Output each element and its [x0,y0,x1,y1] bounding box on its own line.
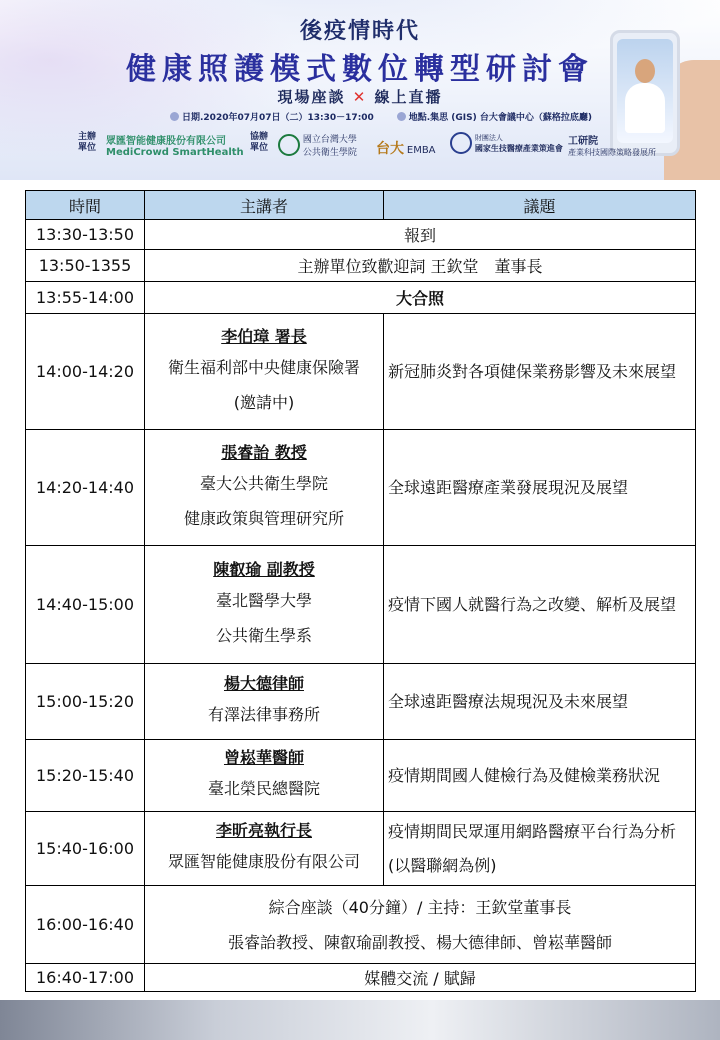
banner-subtitle: 後疫情時代 [299,19,420,44]
panel-title: 綜合座談（40分鐘）/ 主持：王欽堂董事長 [268,897,572,917]
speaker-name: 李昕亮執行長 [215,821,312,840]
date-info: 日期.2020年07月07日（二）13:30－17:00 [170,113,374,123]
location-icon [397,112,406,121]
schedule-table [25,190,696,992]
speaker-name: 曾崧華醫師 [223,748,304,767]
organizer-role: 主辦單位 [78,132,97,153]
speaker-cell [145,546,384,664]
topic-cell: 新冠肺炎對各項健保業務影響及未來展望 [384,314,696,430]
speaker-org: 臺北醫學大學 [215,590,312,610]
row-event: 主辦單位致歡迎詞 王欽堂 董事長 [145,250,696,282]
speaker-org: 眾匯智能健康股份有限公司 [167,852,360,871]
table-row [26,886,696,964]
row-time: 14:20-14:40 [26,430,145,546]
table-header [26,191,696,220]
table-row [26,664,696,740]
speaker-name: 楊大德律師 [223,674,304,693]
ntu-logo: 國立台灣大學公共衛生學院 [278,132,361,158]
row-time: 15:00-15:20 [26,664,145,740]
speaker-cell [145,430,384,546]
co-organizer-role: 協辦單位 [250,132,269,153]
speaker-name: 李伯璋 署長 [221,326,307,346]
row-time: 14:40-15:00 [26,546,145,664]
footer-image-strip [0,1000,720,1040]
itri-logo: 工研院 產業科技國際策略發展所 [568,136,656,157]
speaker-name: 張睿詒 教授 [221,442,307,462]
topic-cell: 全球遠距醫療法規現況及未來展望 [384,664,696,740]
speaker-org: 衛生福利部中央健康保險署 [167,357,360,377]
mode-online: 線上直播 [374,88,443,106]
panel-members: 張睿詒教授、陳叡瑜副教授、楊大德律師、曾崧華醫師 [227,932,612,952]
table-row [26,430,696,546]
speaker-name: 陳叡瑜 副教授 [213,559,315,579]
speaker-cell [145,314,384,430]
banner-title: 健康照護模式數位轉型研討會 [126,52,594,87]
event-banner [0,0,720,180]
table-row [26,964,696,992]
row-time: 16:00-16:40 [26,886,145,964]
location-info: 地點.集思 (GIS) 台大會議中心（蘇格拉底廳) [397,113,592,123]
topic-cell: 疫情期間國人健檢行為及健檢業務狀況 [384,740,696,812]
row-time: 16:40-17:00 [26,964,145,992]
ntu-seal-icon [278,134,300,156]
sponsor-strip [78,132,660,164]
speaker-cell [145,664,384,740]
topic-cell: 全球遠距醫療產業發展現況及展望 [384,430,696,546]
header-time: 時間 [26,191,145,220]
banner-mode [0,86,720,107]
header-topic: 議題 [384,191,696,220]
table-row [26,250,696,282]
row-time: 15:20-15:40 [26,740,145,812]
ibmi-seal-icon [450,132,472,154]
header-speaker: 主講者 [145,191,384,220]
panel-cell [145,886,696,964]
row-event: 媒體交流 / 賦歸 [145,964,696,992]
speaker-org: 臺大公共衛生學院 [199,473,328,493]
mode-onsite: 現場座談 [277,88,346,106]
speaker-dept: 公共衛生學系 [215,625,312,645]
row-time: 13:30-13:50 [26,220,145,250]
speaker-org: 臺北榮民總醫院 [207,779,320,798]
ibmi-logo: 財團法人 國家生技醫療產業策進會 [450,132,563,154]
emba-logo: 台大 EMBA [376,141,436,157]
speaker-org: 有澤法律事務所 [207,705,320,724]
topic-cell: 疫情期間民眾運用網路醫療平台行為分析(以醫聯網為例) [384,812,696,886]
date-icon [170,112,179,121]
table-row [26,546,696,664]
speaker-cell [145,740,384,812]
speaker-org-note: (邀請中) [233,392,295,412]
row-time: 13:50-1355 [26,250,145,282]
row-time: 13:55-14:00 [26,282,145,314]
event-info [170,110,612,123]
table-row [26,314,696,430]
table-row [26,282,696,314]
table-row [26,812,696,886]
row-event: 報到 [145,220,696,250]
row-event: 大合照 [145,282,696,314]
row-time: 15:40-16:00 [26,812,145,886]
table-row [26,740,696,812]
topic-cell: 疫情下國人就醫行為之改變、解析及展望 [384,546,696,664]
speaker-dept: 健康政策與管理研究所 [183,508,344,528]
organizer-logo: 眾匯智能健康股份有限公司 MediCrowd SmartHealth [106,136,244,158]
row-time: 14:00-14:20 [26,314,145,430]
table-row [26,220,696,250]
speaker-cell [145,812,384,886]
mode-separator: ✕ [352,88,368,106]
